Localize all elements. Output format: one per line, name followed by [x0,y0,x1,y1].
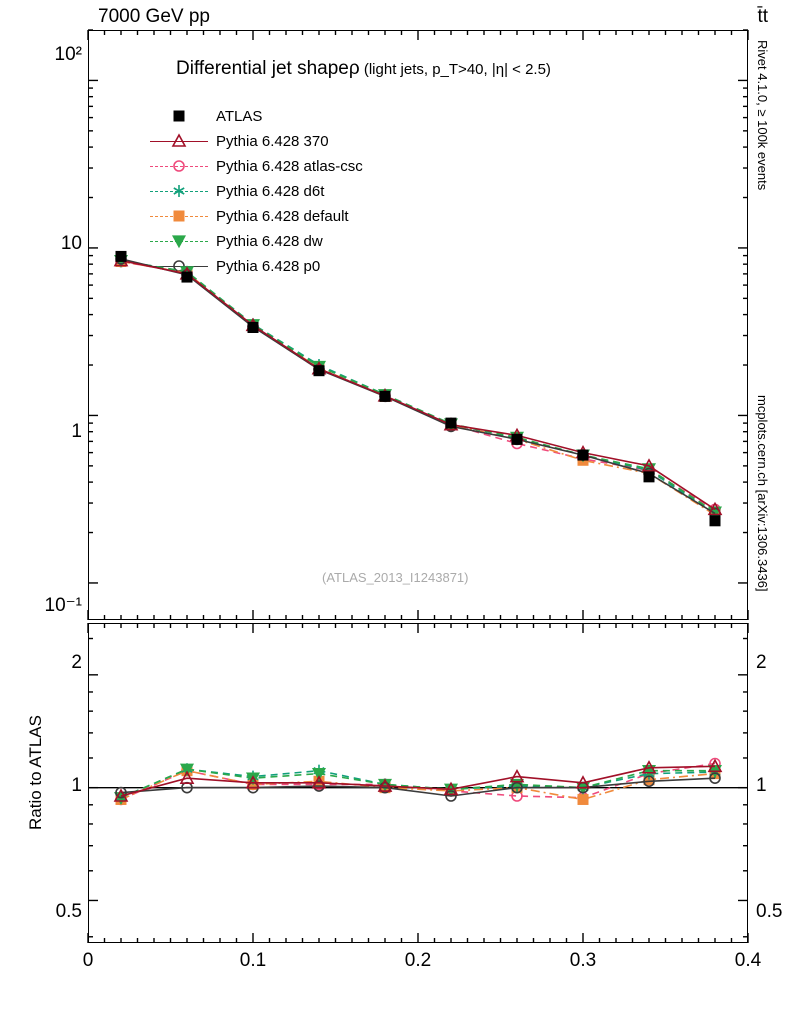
legend-label: Pythia 6.428 370 [216,133,329,150]
legend-label: Pythia 6.428 p0 [216,258,321,275]
plot-title-sub: (light jets, p_T>40, |η| < 2.5) [359,61,551,78]
legend-label: Pythia 6.428 d6t [216,183,325,200]
ratio-ytick-1-left: 1 [71,775,82,796]
ytick-10: 10 [60,233,82,254]
analysis-watermark: (ATLAS_2013_I1243871) [322,570,469,585]
ytick-1e2: 10² [54,44,82,65]
xtick-0.2: 0.2 [404,950,432,971]
header-right: t̄t [757,6,768,27]
legend-label: Pythia 6.428 atlas-csc [216,158,363,175]
xtick-0.3: 0.3 [569,950,597,971]
xtick-0.4: 0.4 [734,950,762,971]
ratio-ytick-1-right: 1 [756,775,767,796]
legend-label: Pythia 6.428 dw [216,233,323,250]
legend-label: Pythia 6.428 default [216,208,349,225]
xtick-0: 0 [82,950,94,971]
ratio-ytick-2-left: 2 [71,652,82,673]
rivet-caption: Rivet 4.1.0, ≥ 100k events [755,40,770,191]
ratio-ytick-2-right: 2 [756,652,767,673]
plot-title-rho: ρ [348,58,360,79]
ratio-ytick-0.5-right: 0.5 [756,901,783,922]
header-left: 7000 GeV pp [98,6,210,27]
plot-title-main: Differential jet shape [176,58,349,79]
ytick-1e-1: 10⁻¹ [44,595,82,616]
xtick-0.1: 0.1 [239,950,267,971]
legend-label: ATLAS [216,108,263,125]
arxiv-caption: mcplots.cern.ch [arXiv:1306.3436] [755,395,770,592]
ytick-1: 1 [71,421,82,442]
ratio-ytick-0.5-left: 0.5 [55,901,82,922]
ratio-axis-label: Ratio to ATLAS [26,715,45,830]
